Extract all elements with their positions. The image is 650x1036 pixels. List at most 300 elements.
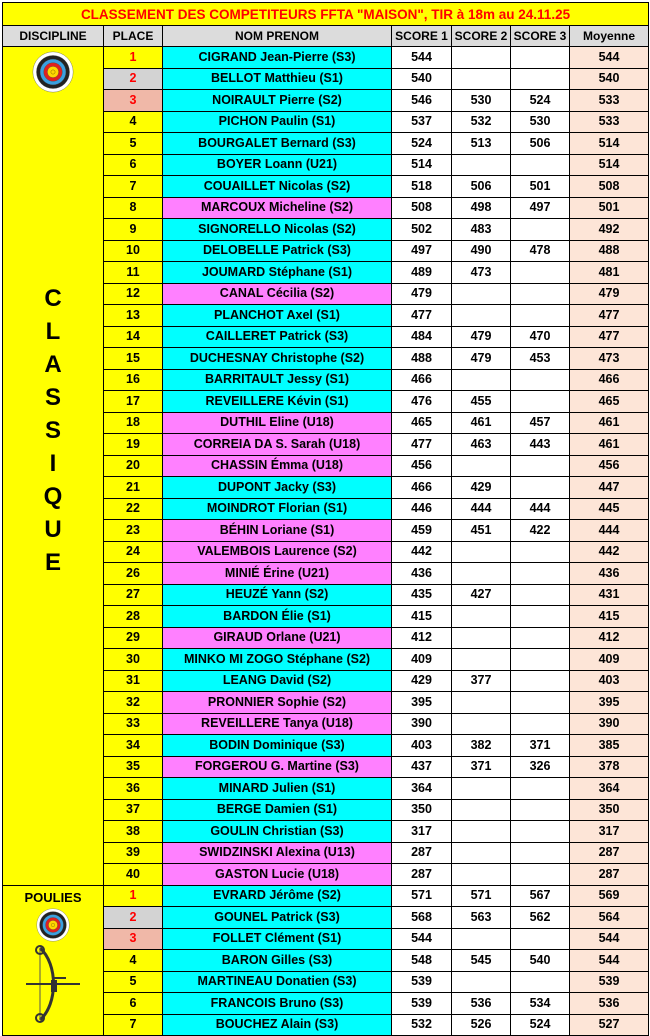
name-cell: GIRAUD Orlane (U21) [163,627,392,649]
average-cell: 409 [570,649,649,671]
place-cell: 29 [104,627,163,649]
score-2-cell [452,68,511,90]
place-cell: 11 [104,262,163,284]
score-1-cell: 466 [392,477,452,499]
name-cell: COUAILLET Nicolas (S2) [163,176,392,198]
average-cell: 540 [570,68,649,90]
table-row [3,885,649,907]
place-cell: 16 [104,369,163,391]
header-name: NOM PRENOM [163,26,392,47]
score-2-cell [452,842,511,864]
score-3-cell [511,305,570,327]
header-discipline: DISCIPLINE [3,26,104,47]
score-1-cell: 544 [392,47,452,69]
name-cell: SIGNORELLO Nicolas (S2) [163,219,392,241]
average-cell: 533 [570,111,649,133]
place-cell: 23 [104,520,163,542]
score-3-cell [511,649,570,671]
name-cell: VALEMBOIS Laurence (S2) [163,541,392,563]
place-cell: 38 [104,821,163,843]
average-cell: 378 [570,756,649,778]
average-cell: 539 [570,971,649,993]
score-2-cell: 377 [452,670,511,692]
score-3-cell [511,627,570,649]
score-3-cell: 478 [511,240,570,262]
score-3-cell [511,68,570,90]
place-cell: 1 [104,885,163,907]
score-2-cell [452,627,511,649]
score-3-cell: 453 [511,348,570,370]
place-cell: 34 [104,735,163,757]
discipline-label: POULIES [24,889,82,905]
score-3-cell: 506 [511,133,570,155]
score-3-cell [511,219,570,241]
score-3-cell [511,369,570,391]
average-cell: 488 [570,240,649,262]
score-1-cell: 459 [392,520,452,542]
average-cell: 350 [570,799,649,821]
average-cell: 569 [570,885,649,907]
header-score-2: SCORE 2 [452,26,511,47]
average-cell: 431 [570,584,649,606]
score-1-cell: 442 [392,541,452,563]
score-1-cell: 435 [392,584,452,606]
score-1-cell: 287 [392,864,452,886]
score-2-cell [452,305,511,327]
name-cell: MINIÉ Érine (U21) [163,563,392,585]
average-cell: 390 [570,713,649,735]
name-cell: CAILLERET Patrick (S3) [163,326,392,348]
score-2-cell [452,649,511,671]
average-cell: 477 [570,305,649,327]
average-cell: 412 [570,627,649,649]
discipline-poulies [3,885,104,1036]
average-cell: 492 [570,219,649,241]
score-2-cell [452,821,511,843]
score-2-cell [452,563,511,585]
name-cell: MARTINEAU Donatien (S3) [163,971,392,993]
score-1-cell: 484 [392,326,452,348]
discipline-letter: A [44,351,62,378]
place-cell: 27 [104,584,163,606]
score-3-cell [511,563,570,585]
average-cell: 395 [570,692,649,714]
name-cell: GASTON Lucie (U18) [163,864,392,886]
name-cell: SWIDZINSKI Alexina (U13) [163,842,392,864]
place-cell: 31 [104,670,163,692]
score-2-cell: 479 [452,326,511,348]
average-cell: 544 [570,950,649,972]
score-1-cell: 364 [392,778,452,800]
place-cell: 5 [104,971,163,993]
discipline-letter: Q [43,483,63,510]
average-cell: 415 [570,606,649,628]
score-3-cell: 534 [511,993,570,1015]
name-cell: BODIN Dominique (S3) [163,735,392,757]
score-2-cell: 461 [452,412,511,434]
score-3-cell [511,154,570,176]
place-cell: 14 [104,326,163,348]
score-2-cell [452,971,511,993]
score-2-cell [452,154,511,176]
score-1-cell: 390 [392,713,452,735]
average-cell: 477 [570,326,649,348]
score-1-cell: 479 [392,283,452,305]
place-cell: 4 [104,950,163,972]
average-cell: 445 [570,498,649,520]
name-cell: BARRITAULT Jessy (S1) [163,369,392,391]
name-cell: FOLLET Clément (S1) [163,928,392,950]
average-cell: 536 [570,993,649,1015]
score-3-cell: 470 [511,326,570,348]
place-cell: 18 [104,412,163,434]
score-2-cell: 513 [452,133,511,155]
score-1-cell: 465 [392,412,452,434]
header-row [3,26,649,47]
score-1-cell: 546 [392,90,452,112]
score-2-cell: 571 [452,885,511,907]
place-cell: 35 [104,756,163,778]
score-1-cell: 548 [392,950,452,972]
place-cell: 24 [104,541,163,563]
score-1-cell: 415 [392,606,452,628]
score-1-cell: 437 [392,756,452,778]
name-cell: BARDON Élie (S1) [163,606,392,628]
average-cell: 447 [570,477,649,499]
score-3-cell [511,821,570,843]
table-row [3,47,649,69]
average-cell: 456 [570,455,649,477]
name-cell: EVRARD Jérôme (S2) [163,885,392,907]
name-cell: CHASSIN Émma (U18) [163,455,392,477]
score-3-cell [511,692,570,714]
score-2-cell [452,283,511,305]
name-cell: DUPONT Jacky (S3) [163,477,392,499]
score-1-cell: 539 [392,971,452,993]
score-2-cell: 545 [452,950,511,972]
score-3-cell: 443 [511,434,570,456]
place-cell: 3 [104,90,163,112]
score-1-cell: 502 [392,219,452,241]
header-score-1: SCORE 1 [392,26,452,47]
score-2-cell [452,692,511,714]
name-cell: CANAL Cécilia (S2) [163,283,392,305]
average-cell: 385 [570,735,649,757]
score-1-cell: 571 [392,885,452,907]
name-cell: BOYER Loann (U21) [163,154,392,176]
score-2-cell: 427 [452,584,511,606]
place-cell: 33 [104,713,163,735]
score-2-cell: 536 [452,993,511,1015]
score-2-cell: 473 [452,262,511,284]
score-3-cell: 457 [511,412,570,434]
score-1-cell: 489 [392,262,452,284]
average-cell: 436 [570,563,649,585]
average-cell: 442 [570,541,649,563]
score-3-cell: 530 [511,111,570,133]
name-cell: NOIRAULT Pierre (S2) [163,90,392,112]
name-cell: GOUNEL Patrick (S3) [163,907,392,929]
score-1-cell: 540 [392,68,452,90]
place-cell: 7 [104,176,163,198]
score-3-cell [511,842,570,864]
discipline-letter: E [44,549,61,576]
score-2-cell [452,541,511,563]
place-cell: 12 [104,283,163,305]
place-cell: 7 [104,1014,163,1036]
score-1-cell: 518 [392,176,452,198]
discipline-letters [3,282,103,579]
average-cell: 317 [570,821,649,843]
score-2-cell [452,606,511,628]
place-cell: 26 [104,563,163,585]
score-1-cell: 350 [392,799,452,821]
place-cell: 2 [104,68,163,90]
score-1-cell: 568 [392,907,452,929]
place-cell: 3 [104,928,163,950]
name-cell: MARCOUX Micheline (S2) [163,197,392,219]
average-cell: 479 [570,283,649,305]
name-cell: BOUCHEZ Alain (S3) [163,1014,392,1036]
target-icon [36,908,70,948]
score-1-cell: 456 [392,455,452,477]
score-3-cell [511,864,570,886]
place-cell: 4 [104,111,163,133]
name-cell: PRONNIER Sophie (S2) [163,692,392,714]
place-cell: 6 [104,154,163,176]
name-cell: CORREIA DA S. Sarah (U18) [163,434,392,456]
score-3-cell [511,262,570,284]
score-1-cell: 287 [392,842,452,864]
score-2-cell: 532 [452,111,511,133]
score-2-cell: 463 [452,434,511,456]
name-cell: FORGEROU G. Martine (S3) [163,756,392,778]
target-icon [32,51,74,99]
score-3-cell: 524 [511,90,570,112]
score-3-cell [511,606,570,628]
score-1-cell: 446 [392,498,452,520]
average-cell: 564 [570,907,649,929]
score-1-cell: 409 [392,649,452,671]
place-cell: 40 [104,864,163,886]
name-cell: BOURGALET Bernard (S3) [163,133,392,155]
score-2-cell [452,369,511,391]
average-cell: 461 [570,434,649,456]
name-cell: DUTHIL Eline (U18) [163,412,392,434]
score-2-cell: 530 [452,90,511,112]
score-3-cell: 444 [511,498,570,520]
name-cell: REVEILLERE Kévin (S1) [163,391,392,413]
score-1-cell: 429 [392,670,452,692]
place-cell: 20 [104,455,163,477]
score-1-cell: 395 [392,692,452,714]
score-1-cell: 488 [392,348,452,370]
name-cell: HEUZÉ Yann (S2) [163,584,392,606]
compound-bow-icon [18,944,88,1030]
average-cell: 444 [570,520,649,542]
place-cell: 19 [104,434,163,456]
place-cell: 21 [104,477,163,499]
average-cell: 287 [570,842,649,864]
score-3-cell [511,799,570,821]
score-3-cell [511,928,570,950]
score-1-cell: 497 [392,240,452,262]
score-2-cell [452,799,511,821]
place-cell: 32 [104,692,163,714]
name-cell: JOUMARD Stéphane (S1) [163,262,392,284]
name-cell: MINKO MI ZOGO Stéphane (S2) [163,649,392,671]
average-cell: 403 [570,670,649,692]
place-cell: 36 [104,778,163,800]
average-cell: 465 [570,391,649,413]
discipline-letter: I [49,450,57,477]
score-2-cell: 526 [452,1014,511,1036]
average-cell: 514 [570,154,649,176]
score-2-cell [452,713,511,735]
score-1-cell: 412 [392,627,452,649]
discipline-letter: S [44,384,61,411]
name-cell: MINARD Julien (S1) [163,778,392,800]
score-3-cell [511,778,570,800]
name-cell: DELOBELLE Patrick (S3) [163,240,392,262]
score-2-cell: 483 [452,219,511,241]
score-3-cell: 524 [511,1014,570,1036]
place-cell: 5 [104,133,163,155]
score-3-cell: 562 [511,907,570,929]
score-2-cell: 444 [452,498,511,520]
score-2-cell: 498 [452,197,511,219]
name-cell: BERGE Damien (S1) [163,799,392,821]
score-2-cell: 563 [452,907,511,929]
score-2-cell [452,47,511,69]
average-cell: 544 [570,928,649,950]
score-2-cell: 506 [452,176,511,198]
score-1-cell: 403 [392,735,452,757]
name-cell: BELLOT Matthieu (S1) [163,68,392,90]
score-3-cell [511,477,570,499]
score-1-cell: 466 [392,369,452,391]
score-3-cell: 501 [511,176,570,198]
name-cell: GOULIN Christian (S3) [163,821,392,843]
score-2-cell: 490 [452,240,511,262]
average-cell: 514 [570,133,649,155]
name-cell: CIGRAND Jean-Pierre (S3) [163,47,392,69]
place-cell: 1 [104,47,163,69]
name-cell: FRANCOIS Bruno (S3) [163,993,392,1015]
name-cell: PICHON Paulin (S1) [163,111,392,133]
score-1-cell: 436 [392,563,452,585]
score-3-cell: 540 [511,950,570,972]
score-2-cell: 429 [452,477,511,499]
score-3-cell [511,455,570,477]
score-1-cell: 537 [392,111,452,133]
score-3-cell [511,971,570,993]
name-cell: MOINDROT Florian (S1) [163,498,392,520]
discipline-letter: L [45,318,61,345]
place-cell: 28 [104,606,163,628]
score-1-cell: 514 [392,154,452,176]
score-1-cell: 508 [392,197,452,219]
score-1-cell: 524 [392,133,452,155]
place-cell: 9 [104,219,163,241]
score-2-cell: 371 [452,756,511,778]
average-cell: 481 [570,262,649,284]
average-cell: 287 [570,864,649,886]
average-cell: 364 [570,778,649,800]
score-2-cell [452,928,511,950]
name-cell: LEANG David (S2) [163,670,392,692]
name-cell: PLANCHOT Axel (S1) [163,305,392,327]
average-cell: 466 [570,369,649,391]
score-3-cell: 567 [511,885,570,907]
score-1-cell: 477 [392,305,452,327]
score-2-cell [452,455,511,477]
average-cell: 461 [570,412,649,434]
score-3-cell [511,713,570,735]
score-3-cell [511,47,570,69]
place-cell: 22 [104,498,163,520]
score-3-cell [511,283,570,305]
score-3-cell: 497 [511,197,570,219]
header-score-3: SCORE 3 [511,26,570,47]
name-cell: REVEILLERE Tanya (U18) [163,713,392,735]
average-cell: 508 [570,176,649,198]
score-2-cell [452,864,511,886]
score-2-cell: 382 [452,735,511,757]
discipline-letter: S [44,417,61,444]
score-2-cell: 451 [452,520,511,542]
score-2-cell [452,778,511,800]
score-1-cell: 317 [392,821,452,843]
score-2-cell: 455 [452,391,511,413]
place-cell: 37 [104,799,163,821]
score-3-cell: 326 [511,756,570,778]
score-1-cell: 476 [392,391,452,413]
discipline-letter: C [44,285,62,312]
name-cell: DUCHESNAY Christophe (S2) [163,348,392,370]
place-cell: 17 [104,391,163,413]
score-3-cell [511,391,570,413]
score-3-cell: 371 [511,735,570,757]
place-cell: 10 [104,240,163,262]
place-cell: 13 [104,305,163,327]
average-cell: 527 [570,1014,649,1036]
place-cell: 6 [104,993,163,1015]
header-average: Moyenne [570,26,649,47]
place-cell: 39 [104,842,163,864]
average-cell: 501 [570,197,649,219]
score-2-cell: 479 [452,348,511,370]
score-3-cell [511,584,570,606]
score-1-cell: 477 [392,434,452,456]
header-place: PLACE [104,26,163,47]
place-cell: 2 [104,907,163,929]
average-cell: 533 [570,90,649,112]
average-cell: 473 [570,348,649,370]
discipline-letter: U [44,516,62,543]
score-3-cell [511,670,570,692]
discipline-classique [3,47,104,886]
place-cell: 30 [104,649,163,671]
score-3-cell [511,541,570,563]
score-3-cell: 422 [511,520,570,542]
score-1-cell: 544 [392,928,452,950]
name-cell: BARON Gilles (S3) [163,950,392,972]
place-cell: 15 [104,348,163,370]
average-cell: 544 [570,47,649,69]
ranking-table [2,2,649,1036]
score-1-cell: 532 [392,1014,452,1036]
